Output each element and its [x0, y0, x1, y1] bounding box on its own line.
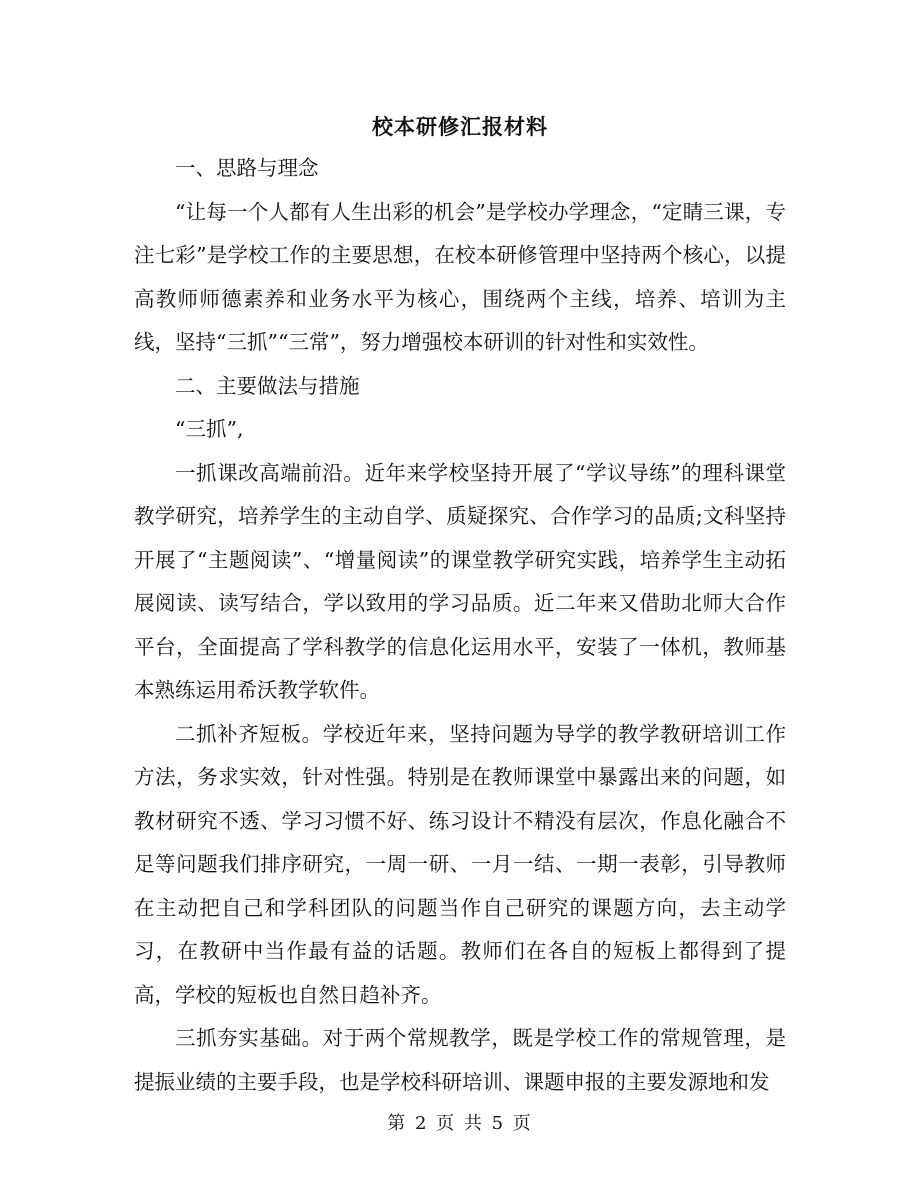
section-heading-2: 二、主要做法与措施 — [175, 373, 360, 398]
document-body — [134, 147, 786, 1104]
page-number-footer: 第 2 页 共 5 页 — [387, 1113, 533, 1134]
paragraph-first-grasp: 一抓课改高端前沿。近年来学校坚持开展了“学议导练”的理科课堂教学研究，培养学生的主动自学、质疑探究、合作学习的品质;文科坚持开展了“主题阅读”、“增量阅读”的课堂教学研究实践，培养学生主动拓展阅读、读写结合，学以致用的学习品质。近二年来又借助北师大合作平台，全面提高了学科教学的信息化运用水平，安装了一体机，教师基本熟练运用希沃教学软件。 — [134, 460, 786, 702]
paragraph-philosophy: “让每一个人都有人生出彩的机会”是学校办学理念，“定睛三课，专注七彩”是学校工作的主要思想，在校本研修管理中坚持两个核心，以提高教师师德素养和业务水平为核心，围绕两个主线，培养、培训为主线，坚持“三抓”“三常”，努力增强校本研训的针对性和实效性。 — [134, 199, 786, 354]
paragraph-second-grasp: 二抓补齐短板。学校近年来，坚持问题为导学的教学教研培训工作方法，务求实效，针对性强。特别是在教师课堂中暴露出来的问题，如教材研究不透、学习习惯不好、练习设计不精没有层次，作息化融合不足等问题我们排序研究，一周一研、一月一结、一期一表彰，引导教师在主动把自己和学科团队的问题当作自己研究的课题方向，去主动学习，在教研中当作最有益的话题。教师们在各自的短板上都得到了提高，学校的短板也自然日趋补齐。 — [134, 721, 786, 1007]
section-heading-1: 一、思路与理念 — [175, 156, 319, 180]
document-title: 校本研修汇报材料 — [372, 114, 548, 139]
subheading-three-grasps: “三抓”, — [175, 417, 244, 441]
paragraph-third-grasp: 三抓夯实基础。对于两个常规教学，既是学校工作的常规管理，是提振业绩的主要手段，也是学校科研培训、课题申报的主要发源地和发 — [134, 1026, 786, 1094]
